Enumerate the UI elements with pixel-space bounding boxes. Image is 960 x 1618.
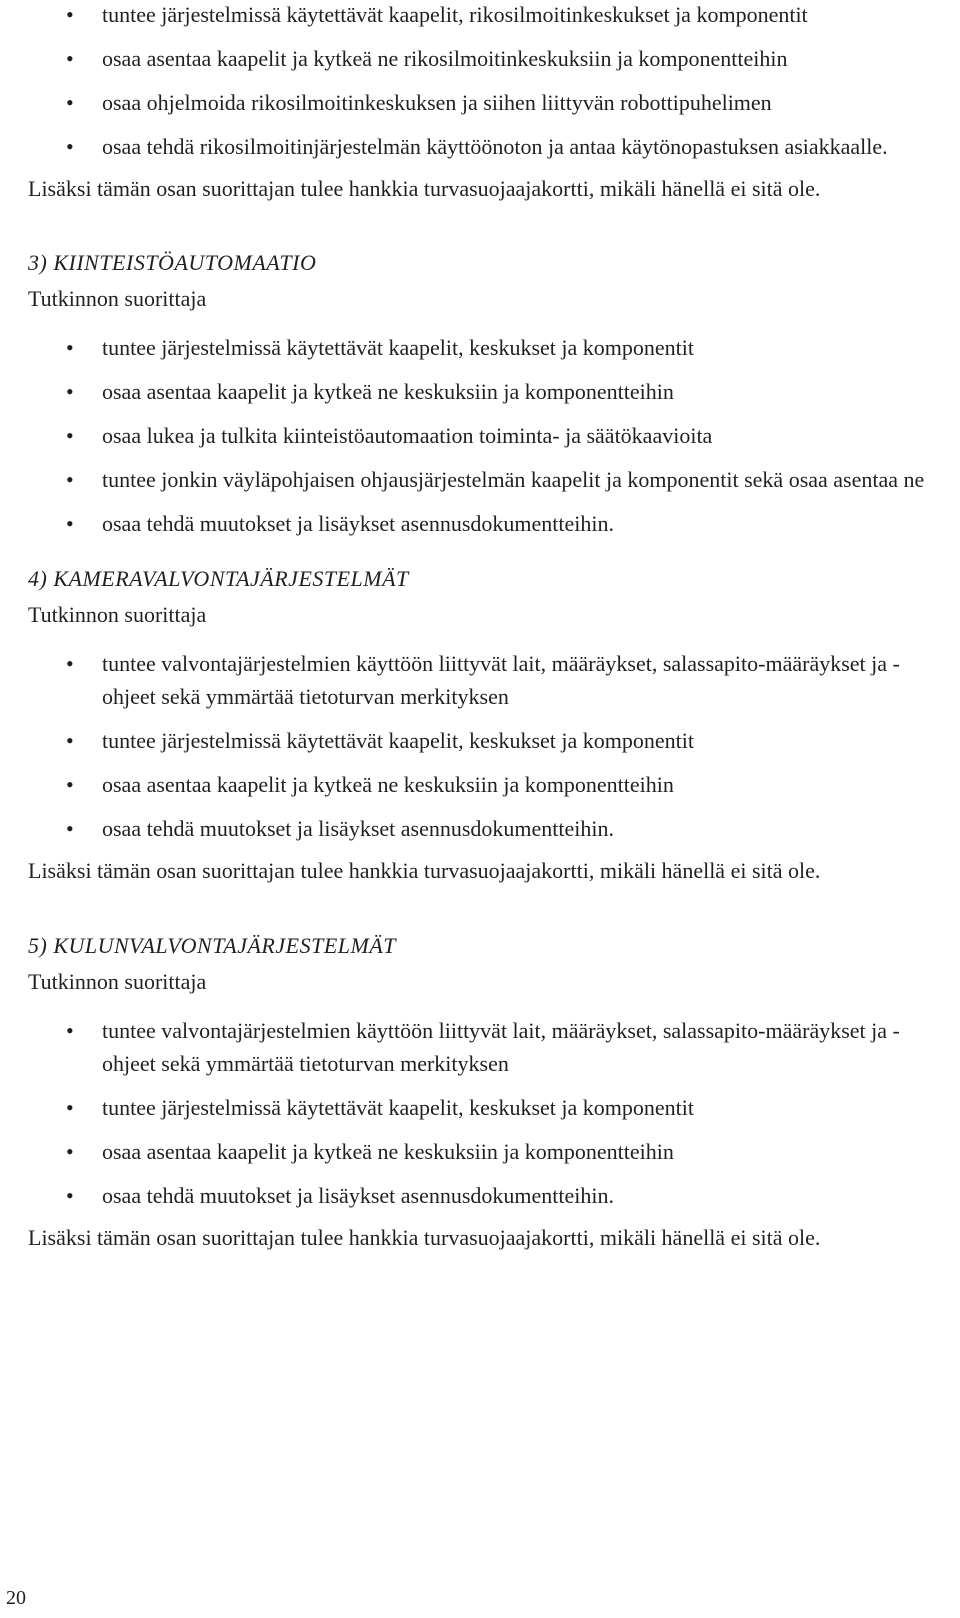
list-item: [28, 375, 938, 408]
bullet-icon: •: [66, 816, 74, 841]
bullet-icon: •: [66, 1183, 74, 1208]
list-item-text: tuntee järjestelmissä käytettävät kaapelit, keskukset ja komponentit: [102, 728, 694, 753]
list-item-text: tuntee valvontajärjestelmien käyttöön liittyvät lait, määräykset, salassapito-määräykset ja -ohjeet sekä ymmärtää tietoturvan merkityksen: [102, 1018, 900, 1076]
bullet-icon: •: [66, 379, 74, 404]
list-item-text: tuntee järjestelmissä käytettävät kaapelit, keskukset ja komponentit: [102, 335, 694, 360]
list-item: [28, 130, 938, 163]
section-subheading: Tutkinnon suorittaja: [28, 286, 207, 311]
bullet-icon: •: [66, 134, 74, 159]
bullet-icon: •: [66, 772, 74, 797]
section-heading: 4) KAMERAVALVONTAJÄRJESTELMÄT: [28, 566, 409, 591]
list-item: [28, 1135, 938, 1168]
list-item: [28, 419, 938, 452]
page-number: 20: [6, 1587, 26, 1609]
list-item-text: osaa tehdä muutokset ja lisäykset asennusdokumentteihin.: [102, 511, 615, 536]
section-heading: 3) KIINTEISTÖAUTOMAATIO: [28, 250, 317, 275]
bullet-icon: •: [66, 1095, 74, 1120]
bullet-icon: •: [66, 1018, 74, 1043]
section-kameravalvontajarjestelmat: [28, 562, 938, 887]
bullet-icon: •: [66, 335, 74, 360]
list-item-text: osaa asentaa kaapelit ja kytkeä ne keskuksiin ja komponentteihin: [102, 379, 674, 404]
list-item-text: osaa asentaa kaapelit ja kytkeä ne rikosilmoitinkeskuksiin ja komponentteihin: [102, 46, 788, 71]
list-item: [28, 0, 938, 31]
section-note: Lisäksi tämän osan suorittajan tulee hankkia turvasuojaajakortti, mikäli hänellä ei sitä ole.: [28, 858, 821, 883]
list-item-text: tuntee jonkin väyläpohjaisen ohjausjärjestelmän kaapelit ja komponentit sekä osaa asentaa ne: [102, 467, 925, 492]
list-item-text: osaa ohjelmoida rikosilmoitinkeskuksen ja siihen liittyvän robottipuhelimen: [102, 90, 772, 115]
section-note: Lisäksi tämän osan suorittajan tulee hankkia turvasuojaajakortti, mikäli hänellä ei sitä ole.: [28, 1225, 821, 1250]
list-item: [28, 507, 938, 540]
bullet-icon: •: [66, 90, 74, 115]
list-item-text: osaa tehdä muutokset ja lisäykset asennusdokumentteihin.: [102, 1183, 615, 1208]
list-item: [28, 42, 938, 75]
bullet-icon: •: [66, 46, 74, 71]
list-item-text: tuntee järjestelmissä käytettävät kaapelit, rikosilmoitinkeskukset ja komponentit: [102, 2, 808, 27]
section-heading: 5) KULUNVALVONTAJÄRJESTELMÄT: [28, 933, 396, 958]
list-item: [28, 463, 938, 496]
section-bullet-list: [28, 647, 938, 845]
document-body: [28, 0, 938, 1254]
section-subheading: Tutkinnon suorittaja: [28, 969, 207, 994]
bullet-icon: •: [66, 511, 74, 536]
section-subheading: Tutkinnon suorittaja: [28, 602, 207, 627]
list-item-text: osaa lukea ja tulkita kiinteistöautomaation toiminta- ja säätökaavioita: [102, 423, 713, 448]
list-item-text: tuntee järjestelmissä käytettävät kaapelit, keskukset ja komponentit: [102, 1095, 694, 1120]
bullet-icon: •: [66, 651, 74, 676]
list-item-text: osaa asentaa kaapelit ja kytkeä ne keskuksiin ja komponentteihin: [102, 1139, 674, 1164]
list-item: [28, 1179, 938, 1212]
list-item: [28, 647, 938, 713]
list-item-text: osaa asentaa kaapelit ja kytkeä ne keskuksiin ja komponentteihin: [102, 772, 674, 797]
list-item: [28, 1091, 938, 1124]
bullet-icon: •: [66, 728, 74, 753]
section-kiinteistoautomaatio: [28, 246, 938, 540]
list-item: [28, 86, 938, 119]
list-item-text: osaa tehdä muutokset ja lisäykset asennusdokumentteihin.: [102, 816, 615, 841]
list-item: [28, 768, 938, 801]
list-item: [28, 724, 938, 757]
list-item: [28, 331, 938, 364]
section-bullet-list: [28, 1014, 938, 1212]
bullet-icon: •: [66, 2, 74, 27]
list-item-text: tuntee valvontajärjestelmien käyttöön liittyvät lait, määräykset, salassapito-määräykset ja -ohjeet sekä ymmärtää tietoturvan merkityksen: [102, 651, 900, 709]
intro-bullet-list: [28, 0, 938, 163]
list-item-text: osaa tehdä rikosilmoitinjärjestelmän käyttöönoton ja antaa käytönopastuksen asiakkaalle.: [102, 134, 888, 159]
list-item: [28, 812, 938, 845]
section-kulunvalvontajarjestelmat: [28, 929, 938, 1254]
list-item: [28, 1014, 938, 1080]
bullet-icon: •: [66, 467, 74, 492]
bullet-icon: •: [66, 423, 74, 448]
intro-note: Lisäksi tämän osan suorittajan tulee hankkia turvasuojaajakortti, mikäli hänellä ei sitä ole.: [28, 176, 821, 201]
section-bullet-list: [28, 331, 938, 540]
bullet-icon: •: [66, 1139, 74, 1164]
